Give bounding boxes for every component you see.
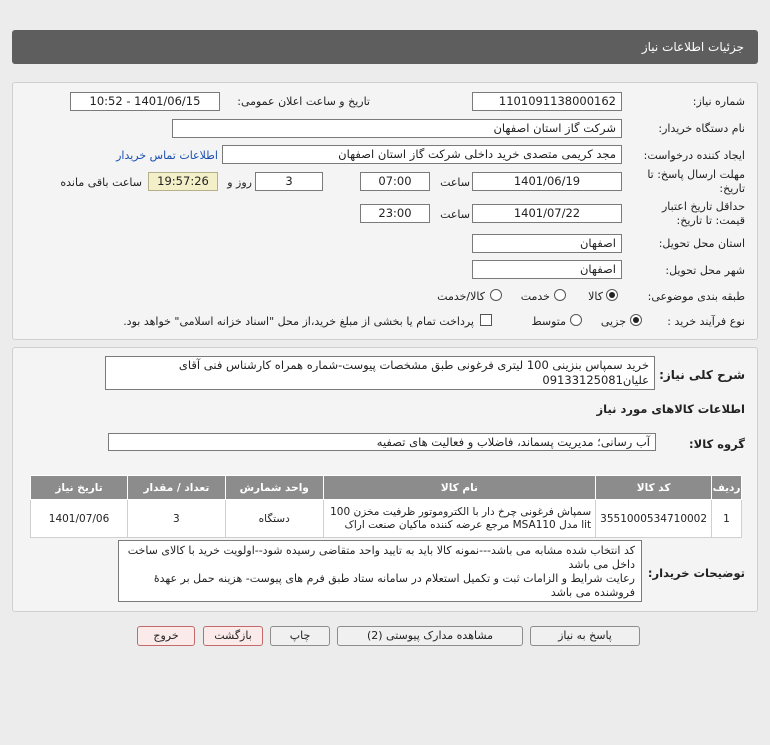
contact-link[interactable]: اطلاعات تماس خریدار — [116, 149, 218, 162]
buyer-notes-label: توضیحات خریدار: — [647, 566, 745, 580]
buyer-notes-line-1: کد انتخاب شده مشابه می باشد---نمونه کالا باید به تایید واحد متقاضی رسیده شود--اولویت خرید با کالای ساخت داخل می باشد — [127, 544, 635, 571]
process-option-minor-label: جزیی — [600, 315, 626, 328]
remaining-label: ساعت باقی مانده — [60, 176, 142, 189]
province-field[interactable]: اصفهان — [472, 234, 622, 253]
row-unit: دستگاه — [225, 500, 323, 538]
page-title: جزئیات اطلاعات نیاز — [641, 40, 744, 54]
category-option-both-label: کالا/خدمت — [437, 290, 485, 303]
deadline-time-field[interactable]: 07:00 — [360, 172, 430, 191]
category-radio-goods[interactable] — [606, 289, 618, 301]
days-field: 3 — [255, 172, 323, 191]
col-date: تاریخ نیاز — [31, 476, 128, 500]
goods-table-header — [31, 476, 742, 500]
buyer-notes-field[interactable] — [118, 540, 642, 602]
print-button[interactable]: چاپ — [270, 626, 330, 646]
buyer-org-field[interactable]: شرکت گاز استان اصفهان — [172, 119, 622, 138]
reply-button[interactable]: پاسخ به نیاز — [530, 626, 640, 646]
category-option-goods-label: کالا — [588, 290, 603, 303]
row-index: 1 — [712, 500, 742, 538]
process-option-medium[interactable] — [570, 314, 582, 329]
treasury-checkbox-box[interactable] — [480, 314, 492, 326]
creator-field[interactable]: مجد کریمی متصدی خرید داخلی شرکت گاز استان اصفهان — [222, 145, 622, 164]
col-index: ردیف — [712, 476, 742, 500]
deadline-time-label: ساعت — [440, 176, 470, 189]
col-unit: واحد شمارش — [225, 476, 323, 500]
attachments-button[interactable]: مشاهده مدارک پیوستی (2) — [337, 626, 523, 646]
summary-label: شرح کلی نیاز: — [659, 368, 745, 382]
goods-group-field[interactable]: آب رسانی؛ مدیریت پسماند، فاضلاب و فعالیت های تصفیه — [108, 433, 656, 451]
goods-group-label: گروه کالا: — [689, 437, 745, 451]
col-name: نام کالا — [323, 476, 595, 500]
category-label: طبقه بندی موضوعی: — [647, 290, 745, 303]
need-number-label: شماره نیاز: — [692, 95, 745, 108]
treasury-checkbox[interactable] — [480, 314, 492, 329]
col-code: کد کالا — [596, 476, 712, 500]
goods-table-wrap — [30, 475, 742, 538]
process-radio-minor[interactable] — [630, 314, 642, 326]
validity-time-field[interactable]: 23:00 — [360, 204, 430, 223]
page-header — [12, 30, 758, 64]
goods-table — [30, 475, 742, 538]
category-option-both[interactable] — [490, 289, 502, 304]
process-option-minor[interactable] — [630, 314, 642, 329]
row-name: سمپاش فرغونی چرخ دار با الکتروموتور ظرفیت مخزن 100 lit مدل MSA110 مرجع عرضه کننده ماکیان صنعت اراک — [323, 500, 595, 538]
deadline-date-field[interactable]: 1401/06/19 — [472, 172, 622, 191]
category-radio-service[interactable] — [554, 289, 566, 301]
buyer-notes-line-2: رعایت شرایط و الزامات ثبت و تکمیل استعلام در سامانه ستاد طبق فرم های پیوست- هزینه حمل بر عهدهٔ فروشنده می باشد — [153, 572, 635, 599]
table-row[interactable] — [31, 500, 742, 538]
process-label: نوع فرآیند خرید : — [667, 315, 745, 328]
process-radio-medium[interactable] — [570, 314, 582, 326]
summary-field[interactable]: خرید سمپاس بنزینی 100 لیتری فرغونی طبق مشخصات پیوست-شماره همراه کارشناس فنی آقای علیان09133125081 — [105, 356, 655, 390]
deadline-label: مهلت ارسال پاسخ: تا تاریخ: — [647, 168, 745, 195]
announce-field[interactable]: 1401/06/15 - 10:52 — [70, 92, 220, 111]
goods-section-title: اطلاعات کالاهای مورد نیاز — [596, 402, 745, 416]
row-qty: 3 — [128, 500, 226, 538]
category-option-goods[interactable] — [606, 289, 618, 304]
province-label: استان محل تحویل: — [658, 237, 745, 250]
col-qty: تعداد / مقدار — [128, 476, 226, 500]
process-option-medium-label: متوسط — [531, 315, 566, 328]
days-label: روز و — [227, 176, 252, 189]
need-number-field[interactable]: 1101091138000162 — [472, 92, 622, 111]
announce-label-text: تاریخ و ساعت اعلان عمومی: — [237, 95, 370, 108]
back-button[interactable]: بازگشت — [203, 626, 263, 646]
creator-label: ایجاد کننده درخواست: — [643, 149, 745, 162]
exit-button[interactable]: خروج — [137, 626, 195, 646]
category-radio-both[interactable] — [490, 289, 502, 301]
validity-time-label: ساعت — [440, 208, 470, 221]
validity-label: حداقل تاریخ اعتبار قیمت: تا تاریخ: — [661, 200, 745, 227]
row-date: 1401/07/06 — [31, 500, 128, 538]
remaining-timer: 19:57:26 — [148, 172, 218, 191]
category-option-service[interactable] — [554, 289, 566, 304]
city-label: شهر محل تحویل: — [665, 264, 745, 277]
category-option-service-label: خدمت — [520, 290, 550, 303]
buyer-org-label: نام دستگاه خریدار: — [658, 122, 745, 135]
row-code: 3551000534710002 — [596, 500, 712, 538]
validity-date-field[interactable]: 1401/07/22 — [472, 204, 622, 223]
city-field[interactable]: اصفهان — [472, 260, 622, 279]
payment-note: پرداخت تمام یا بخشی از مبلغ خرید،از محل "اسناد خزانه اسلامی" خواهد بود. — [123, 315, 474, 328]
